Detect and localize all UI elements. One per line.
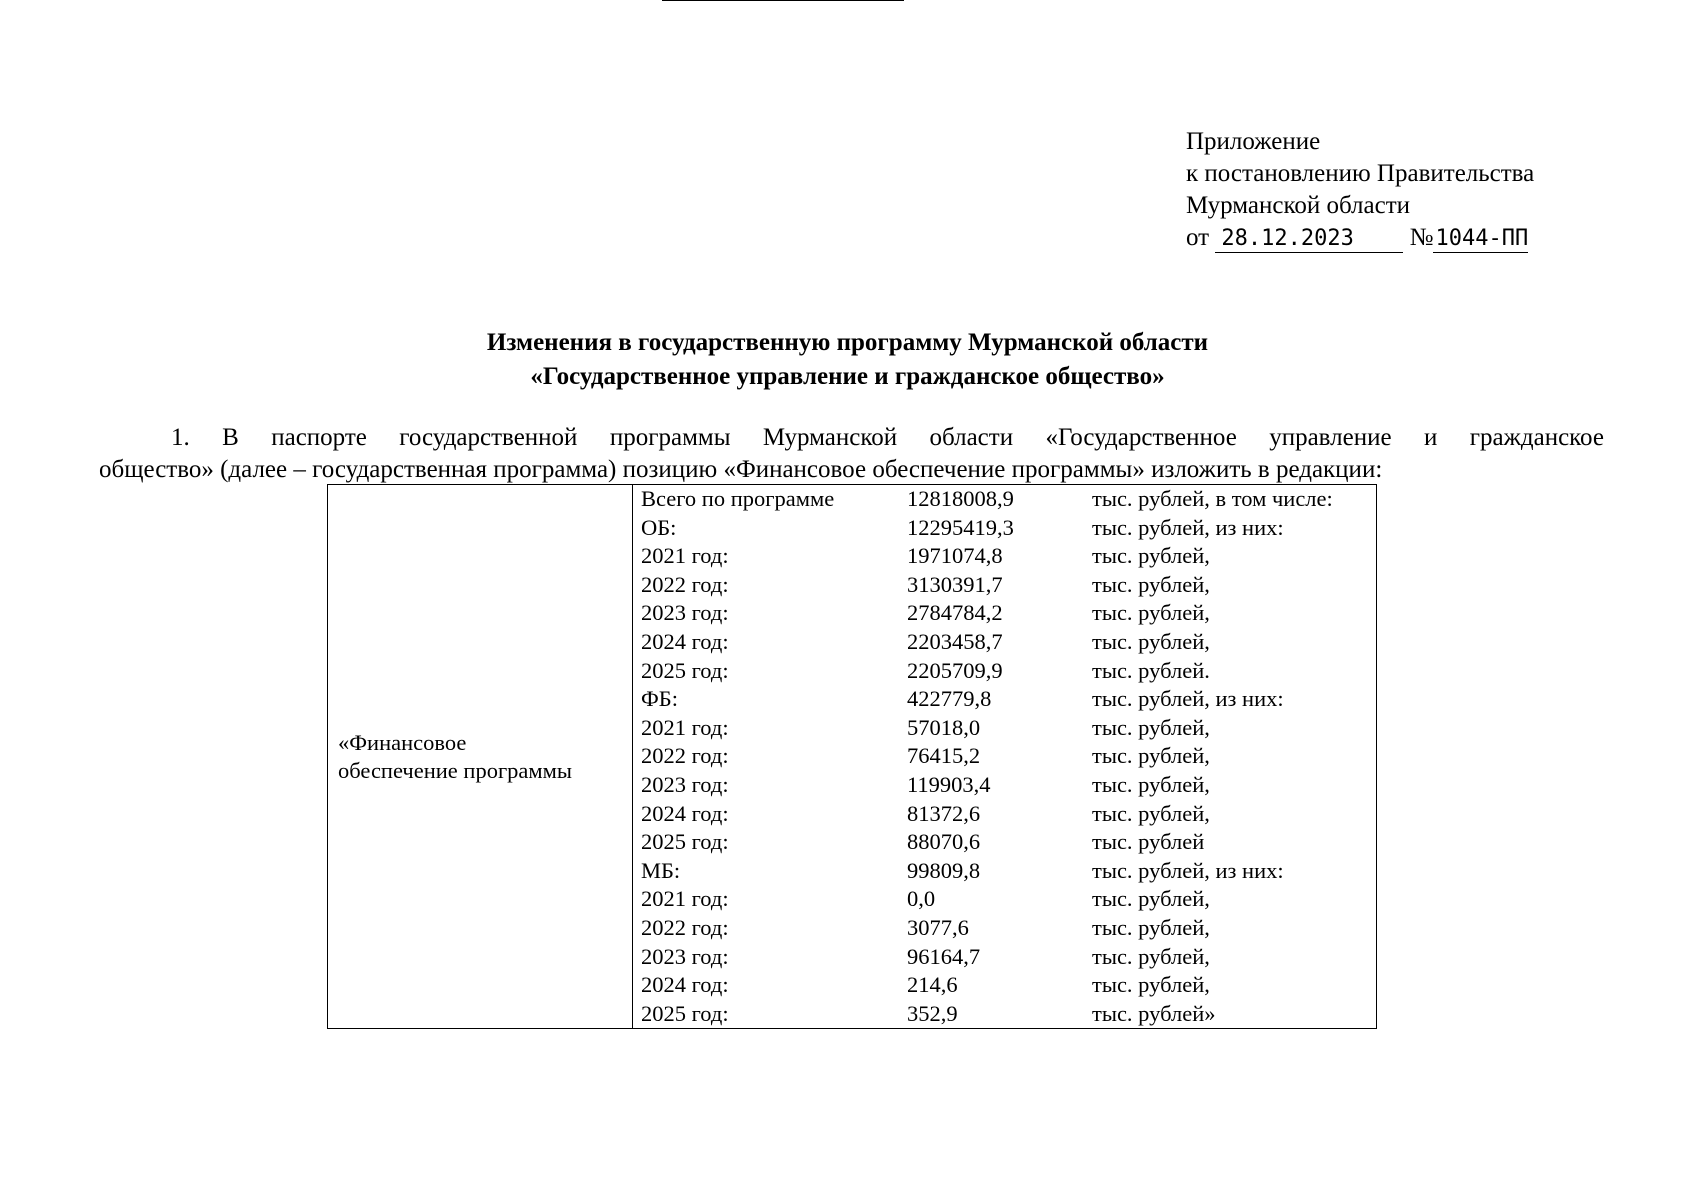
row-unit: тыс. рублей»: [1092, 1000, 1216, 1026]
row-unit: тыс. рублей, в том числе:: [1092, 486, 1333, 511]
table-row: [641, 571, 1376, 600]
appendix-block: [1186, 126, 1534, 254]
table-row: [641, 914, 1376, 943]
appendix-decree-line: к постановлению Правительства: [1186, 160, 1535, 187]
financing-label-line-2: обеспечение программы: [338, 757, 572, 783]
table-row: [641, 628, 1376, 657]
row-unit: тыс. рублей,: [1092, 571, 1210, 597]
row-unit: тыс. рублей,: [1092, 771, 1210, 797]
row-value: 76415,2: [907, 743, 981, 769]
row-value: 352,9: [907, 1000, 958, 1026]
table-row: [641, 1000, 1376, 1029]
row-unit: тыс. рублей,: [1092, 600, 1210, 626]
row-label: 2025 год:: [641, 1000, 729, 1026]
row-label: МБ:: [641, 857, 681, 883]
row-unit: тыс. рублей, из них:: [1092, 514, 1284, 540]
title-line-1: Изменения в государственную программу Мурманской области: [486, 329, 1209, 356]
row-value: 2203458,7: [907, 628, 1003, 654]
financing-label-cell: [328, 485, 633, 1029]
row-label: ОБ:: [641, 514, 677, 540]
table-row: [641, 485, 1376, 514]
row-label: 2022 год:: [641, 743, 729, 769]
row-value: 422779,8: [907, 686, 992, 712]
row-label: 2022 год:: [641, 914, 729, 940]
row-value: 81372,6: [907, 800, 981, 826]
row-value: 99809,8: [907, 857, 981, 883]
row-unit: тыс. рублей,: [1092, 943, 1210, 969]
row-unit: тыс. рублей,: [1092, 800, 1210, 826]
table-row: [641, 685, 1376, 714]
paragraph-word: и: [1423, 424, 1438, 451]
row-label: 2023 год:: [641, 771, 729, 797]
paragraph-word: паспорте: [271, 424, 367, 451]
row-label: 2024 год:: [641, 628, 729, 654]
paragraph-word: Мурманской: [762, 424, 898, 451]
paragraph-word: В: [222, 424, 239, 451]
table-row: [641, 742, 1376, 771]
row-label: 2021 год:: [641, 886, 729, 912]
row-unit: тыс. рублей,: [1092, 628, 1210, 654]
row-unit: тыс. рублей,: [1092, 714, 1210, 740]
row-value: 2784784,2: [907, 600, 1003, 626]
table-row: [641, 714, 1376, 743]
row-label: 2024 год:: [641, 972, 729, 998]
row-label: 2024 год:: [641, 800, 729, 826]
paragraph-word: области: [929, 424, 1014, 451]
row-value: 12295419,3: [907, 514, 1014, 540]
row-value: 2205709,9: [907, 657, 1003, 683]
row-label: 2025 год:: [641, 657, 729, 683]
row-unit: тыс. рублей, из них:: [1092, 857, 1284, 883]
table-row: [641, 599, 1376, 628]
table-row: [641, 885, 1376, 914]
appendix-region-line: Мурманской области: [1186, 192, 1411, 219]
row-unit: тыс. рублей.: [1092, 657, 1210, 683]
row-value: 3130391,7: [907, 571, 1003, 597]
title-line-2: «Государственное управление и гражданское общество»: [530, 363, 1165, 390]
paragraph-word: «Государственное: [1045, 424, 1237, 451]
row-value: 57018,0: [907, 714, 981, 740]
table-row: [641, 514, 1376, 543]
paragraph-line-2: общество» (далее – государственная программа) позицию «Финансовое обеспечение программы» изложить в редакции:: [99, 456, 1383, 483]
row-unit: тыс. рублей,: [1092, 743, 1210, 769]
paragraph-number: 1.: [171, 424, 190, 451]
paragraph-1: [99, 422, 1604, 486]
financing-values-cell: [633, 485, 1377, 1029]
row-label: 2023 год:: [641, 600, 729, 626]
date-prefix: от: [1186, 224, 1210, 251]
appendix-date-number: [1186, 222, 1534, 254]
header-rule: [662, 0, 904, 2]
row-unit: тыс. рублей, из них:: [1092, 686, 1284, 712]
table-row: [641, 542, 1376, 571]
row-value: 12818008,9: [907, 486, 1014, 511]
decree-date: 28.12.2023: [1215, 226, 1403, 253]
row-unit: тыс. рублей,: [1092, 543, 1210, 569]
financing-rows: [641, 485, 1376, 1028]
row-label: 2022 год:: [641, 571, 729, 597]
row-value: 88070,6: [907, 829, 981, 855]
paragraph-word: государственной: [399, 424, 578, 451]
row-value: 214,6: [907, 972, 958, 998]
table-row: [641, 857, 1376, 886]
table-row: [641, 828, 1376, 857]
decree-number: 1044-ПП: [1435, 226, 1529, 251]
row-label: Всего по программе: [641, 486, 835, 511]
appendix-title: Приложение: [1186, 128, 1321, 155]
row-label: 2025 год:: [641, 829, 729, 855]
paragraph-word: программы: [609, 424, 731, 451]
row-label: ФБ:: [641, 686, 678, 712]
row-value: 119903,4: [907, 771, 991, 797]
table-row: [641, 943, 1376, 972]
row-unit: тыс. рублей,: [1092, 886, 1210, 912]
row-label: 2021 год:: [641, 714, 729, 740]
document-title: [0, 326, 1695, 394]
row-label: 2023 год:: [641, 943, 729, 969]
table-row: [641, 971, 1376, 1000]
row-value: 1971074,8: [907, 543, 1003, 569]
paragraph-word: управление: [1269, 424, 1392, 451]
row-unit: тыс. рублей: [1092, 829, 1205, 855]
table-row: [641, 657, 1376, 686]
paragraph-word: гражданское: [1469, 424, 1604, 451]
number-prefix: №: [1409, 224, 1434, 251]
row-value: 3077,6: [907, 914, 969, 940]
row-value: 96164,7: [907, 943, 981, 969]
row-label: 2021 год:: [641, 543, 729, 569]
row-unit: тыс. рублей,: [1092, 914, 1210, 940]
financing-label-line-1: «Финансовое: [338, 729, 467, 755]
row-value: 0,0: [907, 886, 936, 912]
table-row: [641, 800, 1376, 829]
financing-table: [327, 484, 1377, 1029]
paragraph-line-1: [99, 422, 1604, 454]
row-unit: тыс. рублей,: [1092, 972, 1210, 998]
table-row: [641, 771, 1376, 800]
